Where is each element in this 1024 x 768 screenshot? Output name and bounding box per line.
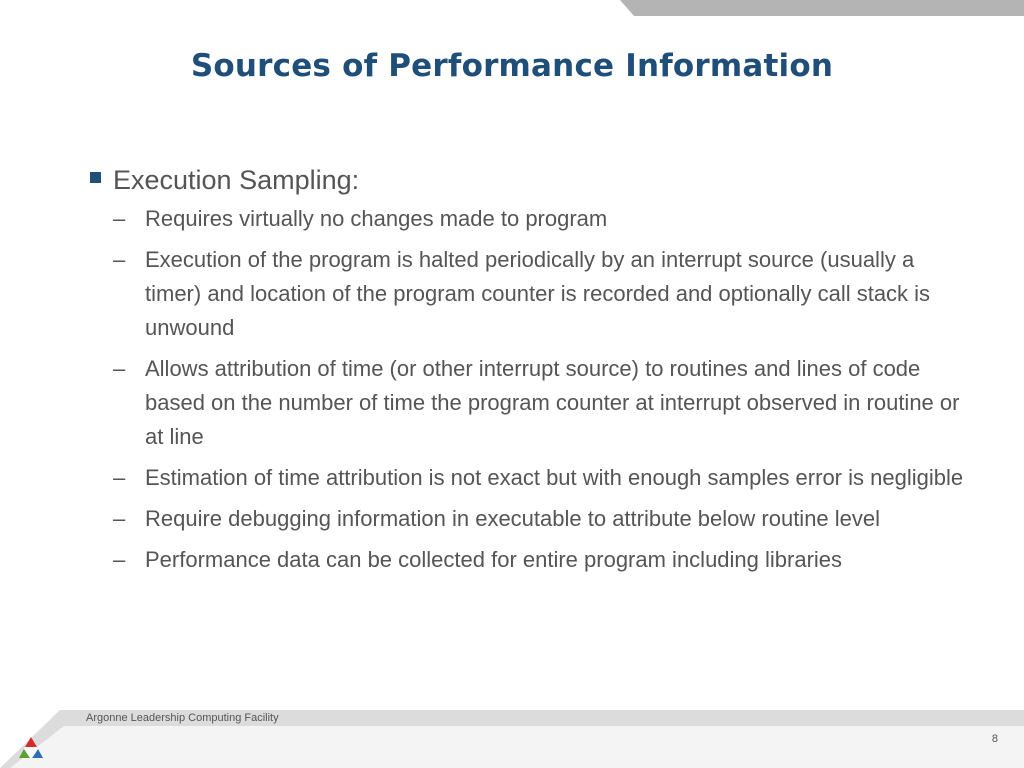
- list-item-text: Require debugging information in executable to attribute below routine level: [145, 506, 881, 531]
- list-item-text: Estimation of time attribution is not exact but with enough samples error is negligible: [145, 465, 964, 490]
- list-item-text: Performance data can be collected for entire program including libraries: [145, 547, 843, 572]
- list-item-text: Execution of the program is halted periodically by an interrupt source (usually a timer) and location of the program counter is recorded and optionally call stack is unwound: [145, 247, 931, 340]
- page-number: 8: [991, 733, 998, 745]
- header-decoration-band: [620, 0, 1024, 16]
- list-item: [113, 502, 970, 536]
- list-item: [113, 243, 970, 345]
- sub-bullet-list: [90, 202, 970, 577]
- list-item-text: Requires virtually no changes made to program: [145, 206, 608, 231]
- footer-org-name: Argonne Leadership Computing Facility: [86, 712, 279, 724]
- footer-band-inner: [10, 726, 1024, 768]
- list-item: [113, 352, 970, 454]
- dash-marker: –: [113, 465, 126, 490]
- list-item: [113, 543, 970, 577]
- dash-marker: –: [113, 547, 126, 572]
- dash-marker: –: [113, 506, 126, 531]
- dash-marker: –: [113, 247, 126, 272]
- square-bullet-icon: [90, 172, 101, 183]
- argonne-logo-icon: [18, 736, 44, 760]
- list-item: [113, 461, 970, 495]
- main-bullet-text: Execution Sampling:: [113, 165, 360, 195]
- main-bullet: [90, 160, 970, 200]
- list-item: [113, 202, 970, 236]
- dash-marker: –: [113, 356, 126, 381]
- slide-title: Sources of Performance Information: [190, 48, 834, 84]
- list-item-text: Allows attribution of time (or other interrupt source) to routines and lines of code based on the number of time the program counter at interrupt observed in routine or at line: [145, 356, 960, 449]
- dash-marker: –: [113, 206, 126, 231]
- slide-content: [90, 160, 970, 584]
